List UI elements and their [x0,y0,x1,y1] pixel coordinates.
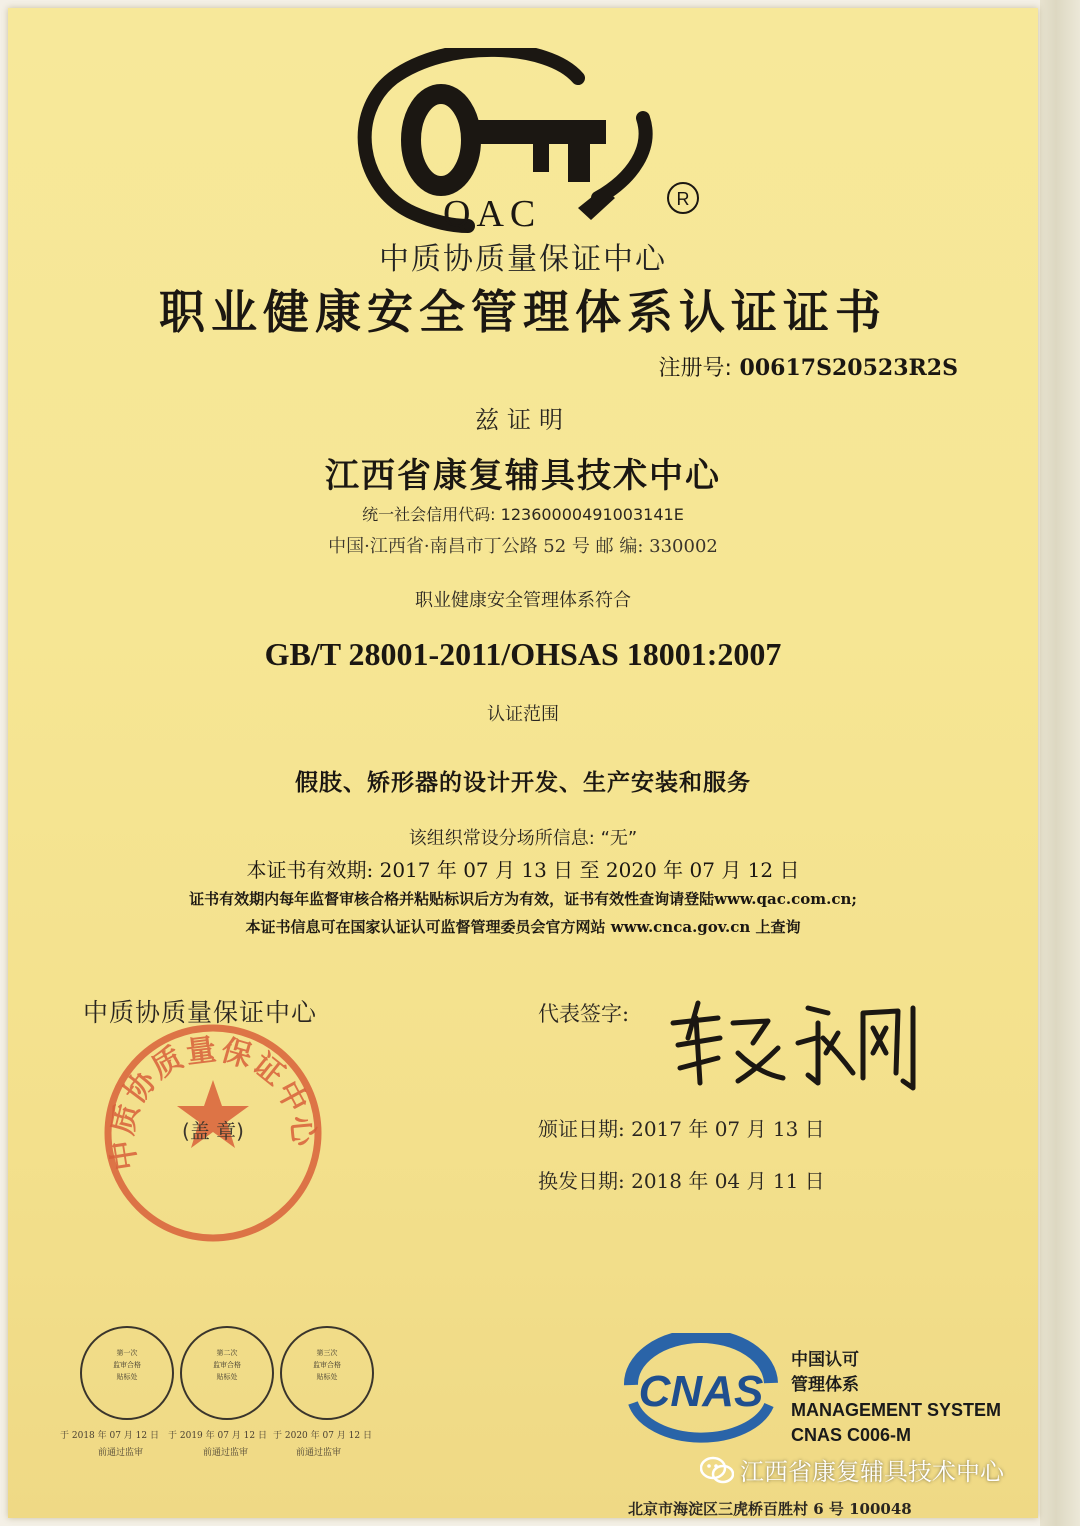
circle-1-due: 于 2018 年 07 月 12 日 [60,1431,159,1441]
handwritten-signature [658,983,928,1093]
standard-code: GB/T 28001-2011/OHSAS 18001:2007 [264,636,782,672]
circle-2-line1: 第二次 [216,1349,238,1357]
circle-1-line3: 贴标处 [116,1373,138,1381]
circle-2-line3: 贴标处 [216,1373,238,1381]
seal-ring-text: 中质协质量保证中心 [104,1032,322,1173]
wechat-watermark [700,1452,1004,1490]
representative-label: 代表签字: [538,1002,630,1026]
validity-period: 本证书有效期: 2017 年 07 月 13 日 至 2020 年 07 月 12 日 [246,858,800,882]
wechat-account-name: 江西省康复辅具技术中心 [740,1458,1004,1486]
footer-address: 北京市海淀区三虎桥百胜村 6 号 100048 [628,1500,912,1518]
svg-text:R: R [676,189,690,209]
circle-2-due2: 前通过监审 [203,1448,249,1458]
official-seal [98,1018,328,1248]
registration-value: 00617S20523R2S [739,355,958,381]
circle-3-due: 于 2020 年 07 月 12 日 [273,1431,372,1441]
cnas-code: CNAS C006-M [791,1425,912,1445]
surveillance-circle-3 [280,1326,374,1420]
cnas-accreditation [791,1348,1001,1448]
surveillance-circle-1 [80,1326,174,1420]
circle-2-line2: 监审合格 [213,1361,241,1369]
wechat-icon [700,1456,734,1490]
validity-note: 证书有效期内每年监督审核合格并粘贴标识后方为有效，证书有效性查询请登陆www.qac.com.cn; [189,890,857,908]
cnas-en: MANAGEMENT SYSTEM [791,1400,1002,1420]
circle-2-due: 于 2019 年 07 月 12 日 [168,1431,267,1441]
certificate-title: 职业健康安全管理体系认证证书 [159,285,887,339]
signing-org: 中质协质量保证中心 [83,998,318,1027]
reissue-date: 换发日期: 2018 年 04 月 11 日 [538,1169,825,1193]
qac-letters: QAC [443,193,542,235]
page-edge [1040,0,1080,1526]
cnca-note: 本证书信息可在国家认证认可监督管理委员会官方网站 www.cnca.gov.cn 上查询 [245,918,801,936]
site-info: 该组织常设分场所信息: “无” [408,828,638,849]
circle-3-line2: 监审合格 [313,1361,341,1369]
issue-date: 颁证日期: 2017 年 07 月 13 日 [538,1117,825,1141]
seal-stamp-label: (盖 章) [182,1119,244,1143]
circle-3-line3: 贴标处 [316,1373,338,1381]
surveillance-circle-2 [180,1326,274,1420]
scope-label: 认证范围 [487,704,559,725]
hereby-certify: 兹证明 [475,406,571,434]
issuer-name: 中质协质量保证中心 [379,242,667,277]
qac-key-logo [353,48,713,238]
circle-1-line1: 第一次 [116,1349,138,1357]
cnas-cn1: 中国认可 [791,1350,859,1370]
certified-org-name: 江西省康复辅具技术中心 [325,456,721,496]
cnas-logo [613,1333,788,1448]
registration-label: 注册号: [658,356,732,381]
org-address: 中国·江西省·南昌市丁公路 52 号 邮 编: 330002 [328,536,718,557]
conformity-statement: 职业健康安全管理体系符合 [415,590,631,611]
circle-1-line2: 监审合格 [113,1361,141,1369]
credit-code: 统一社会信用代码: 12360000491003141E [362,505,684,524]
certification-scope: 假肢、矫形器的设计开发、生产安装和服务 [295,770,751,796]
certificate-sheet [8,8,1038,1518]
circle-1-due2: 前通过监审 [98,1448,144,1458]
registration-number [658,351,958,382]
cnas-logo-text: CNAS [638,1367,764,1416]
cnas-cn2: 管理体系 [791,1375,859,1395]
circle-3-line1: 第三次 [316,1349,338,1357]
circle-3-due2: 前通过监审 [296,1448,342,1458]
